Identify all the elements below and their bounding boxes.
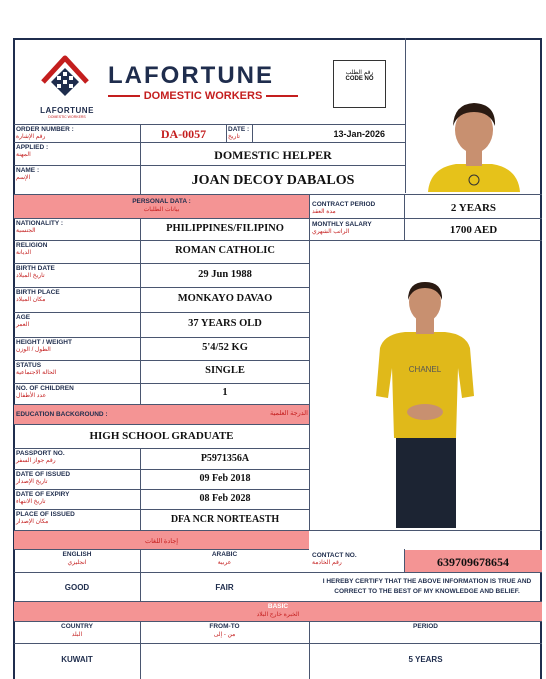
salary-label-en: MONTHLY SALARY bbox=[312, 221, 372, 228]
date-label-en: DATE : bbox=[228, 126, 250, 133]
order-number-value: DA-0057 bbox=[160, 127, 207, 141]
line-edu bbox=[14, 424, 309, 425]
label-divider-passport bbox=[140, 448, 141, 530]
fields-value-6: SINGLE bbox=[205, 365, 245, 377]
brand-title: LAFORTUNE bbox=[108, 62, 274, 89]
period-value: 5 YEARS bbox=[408, 655, 443, 664]
fields-label-ar-0: الجنسية bbox=[16, 227, 36, 234]
fromto-label-ar: من - إلى bbox=[213, 632, 236, 638]
passport-label-0 bbox=[16, 450, 65, 465]
fields-label-en-1: RELIGION bbox=[16, 242, 48, 249]
fields-label-en-6: STATUS bbox=[16, 362, 42, 369]
english-value: GOOD bbox=[64, 583, 90, 592]
education-label-ar: الدرجة العلمية bbox=[270, 410, 308, 417]
fromto-label bbox=[140, 623, 309, 639]
fields-label-ar-6: الحالة الاجتماعية bbox=[16, 369, 57, 376]
date-divider-left bbox=[226, 124, 227, 142]
order-number-label bbox=[16, 126, 74, 141]
logo-small-subtext: DOMESTIC WORKERS bbox=[48, 115, 86, 119]
contract-label bbox=[312, 201, 375, 216]
subtitle-line-right bbox=[266, 95, 298, 97]
date-value: 13-Jan-2026 bbox=[333, 129, 385, 139]
fields-label-3 bbox=[16, 289, 60, 304]
fields-label-ar-3: مكان الميلاد bbox=[16, 296, 46, 303]
name-label-ar: الإسم bbox=[16, 174, 31, 181]
english-label bbox=[14, 551, 140, 567]
fields-label-6 bbox=[16, 362, 56, 377]
passport-label-2 bbox=[16, 491, 69, 506]
house-logo-icon bbox=[37, 52, 93, 106]
fields-line-4 bbox=[14, 337, 309, 338]
code-no-box bbox=[333, 60, 386, 108]
contract-label-en: CONTRACT PERIOD bbox=[312, 201, 376, 208]
fields-label-en-5: HEIGHT / WEIGHT bbox=[16, 339, 72, 346]
passport-line-2 bbox=[14, 509, 309, 510]
fields-label-4 bbox=[16, 314, 30, 329]
line-5 bbox=[14, 218, 542, 219]
fields-value-5: 5'4/52 KG bbox=[202, 342, 248, 354]
fields-label-ar-2: تاريخ الميلاد bbox=[16, 272, 45, 279]
line-exp-1 bbox=[14, 621, 542, 622]
fields-label-5 bbox=[16, 339, 72, 354]
education-value: HIGH SCHOOL GRADUATE bbox=[89, 430, 234, 442]
fields-label-en-7: NO. OF CHILDREN bbox=[16, 385, 74, 392]
date-label bbox=[228, 126, 249, 141]
arabic-label bbox=[140, 551, 309, 567]
contact-label-ar: رقم الخادمة bbox=[312, 559, 342, 566]
fields-line-6 bbox=[14, 383, 309, 384]
applied-label-en: APPLIED : bbox=[16, 144, 49, 151]
line-exp-2 bbox=[14, 643, 542, 644]
code-no-label-ar: رقم الطلب bbox=[345, 70, 374, 76]
passport-line-0 bbox=[14, 469, 309, 470]
fields-label-2 bbox=[16, 265, 55, 280]
arabic-label-en: ARABIC bbox=[211, 551, 238, 558]
passport-label-ar-3: مكان الإصدار bbox=[16, 518, 49, 525]
line-lang-1 bbox=[14, 549, 309, 550]
experience-label: BASIC bbox=[267, 603, 289, 610]
applied-label bbox=[16, 144, 48, 159]
fields-label-en-0: NATIONALITY : bbox=[16, 220, 64, 227]
passport-label-en-0: PASSPORT NO. bbox=[16, 450, 65, 457]
salary-label-ar: الراتب الشهري bbox=[312, 228, 350, 235]
fields-value-2: 29 Jun 1988 bbox=[198, 268, 252, 280]
contract-value: 2 YEARS bbox=[450, 202, 497, 214]
fields-line-1 bbox=[14, 263, 309, 264]
passport-label-ar-2: تاريخ الانتهاء bbox=[16, 498, 46, 505]
line-contact bbox=[309, 572, 542, 573]
personal-data-heading bbox=[14, 198, 309, 214]
fields-label-ar-5: الطول / الوزن bbox=[16, 346, 51, 353]
certify-statement: I HEREBY CERTIFY THAT THE ABOVE INFORMATION IS TRUE AND CORRECT TO THE BEST OF MY KNOWLEDGE AND BELIEF. bbox=[322, 578, 532, 595]
fields-value-0: PHILIPPINES/FILIPINO bbox=[166, 222, 284, 234]
passport-value-3: DFA NCR NORTEASTH bbox=[170, 513, 280, 525]
contact-label-en: CONTACT NO. bbox=[312, 552, 357, 559]
name-label-en: NAME : bbox=[16, 167, 40, 174]
english-label-en: ENGLISH bbox=[62, 551, 92, 558]
passport-label-1 bbox=[16, 471, 70, 486]
fields-label-1 bbox=[16, 242, 47, 257]
personal-data-label: PERSONAL DATA : bbox=[132, 198, 191, 205]
fields-value-3: MONKAYO DAVAO bbox=[177, 293, 273, 305]
salary-value: 1700 AED bbox=[449, 224, 498, 236]
fields-value-7: 1 bbox=[222, 387, 228, 399]
subtitle-line-left bbox=[108, 95, 140, 97]
fields-line-5 bbox=[14, 360, 309, 361]
contact-label bbox=[312, 552, 357, 567]
arabic-value: FAIR bbox=[215, 583, 234, 592]
fields-line-3 bbox=[14, 312, 309, 313]
fields-label-en-3: BIRTH PLACE bbox=[16, 289, 60, 296]
applied-value: DOMESTIC HELPER bbox=[214, 148, 332, 162]
experience-label-ar: الخبرة خارج البلاد bbox=[256, 612, 300, 618]
line-lang-2 bbox=[14, 572, 309, 573]
fromto-label-en: FROM-TO bbox=[209, 623, 240, 630]
country-label bbox=[14, 623, 140, 639]
fields-label-en-4: AGE bbox=[16, 314, 31, 321]
education-label: EDUCATION BACKGROUND : bbox=[16, 411, 108, 418]
date-label-ar: تاريخ bbox=[228, 133, 240, 140]
language-heading-ar: إجادة اللغات bbox=[144, 538, 179, 545]
line-3 bbox=[14, 165, 405, 166]
country-value: KUWAIT bbox=[61, 655, 93, 664]
passport-line-1 bbox=[14, 489, 309, 490]
name-label bbox=[16, 167, 39, 182]
photo-divider bbox=[405, 38, 406, 193]
passport-value-2: 08 Feb 2028 bbox=[199, 493, 251, 504]
line-6 bbox=[309, 240, 542, 241]
code-no-label: CODE NO bbox=[345, 76, 374, 82]
passport-value-1: 09 Feb 2018 bbox=[199, 473, 251, 484]
contract-label-ar: مدة العقد bbox=[312, 208, 336, 215]
fields-label-ar-4: العمر bbox=[16, 321, 30, 328]
fields-value-4: 37 YEARS OLD bbox=[188, 318, 262, 330]
fields-label-0 bbox=[16, 220, 63, 235]
order-number-label-ar: رقم الإشارة bbox=[16, 133, 46, 140]
brand-subtitle: DOMESTIC WORKERS bbox=[143, 90, 263, 102]
country-label-ar: البلد bbox=[71, 632, 83, 638]
brand-subtitle-row bbox=[108, 90, 298, 102]
passport-label-ar-0: رقم جواز السفر bbox=[16, 457, 56, 464]
personal-data-label-ar: بيانات الطلبات bbox=[143, 207, 180, 213]
fields-label-en-2: BIRTH DATE bbox=[16, 265, 55, 272]
passport-label-en-1: DATE OF ISSUED bbox=[16, 471, 71, 478]
line-1 bbox=[14, 124, 405, 125]
salary-label bbox=[312, 221, 372, 236]
country-label-en: COUNTRY bbox=[61, 623, 93, 630]
shirt-print: CHANEL bbox=[408, 365, 442, 374]
passport-label-en-2: DATE OF EXPIRY bbox=[16, 491, 70, 498]
line-2 bbox=[14, 142, 405, 143]
right-column-divider bbox=[309, 194, 310, 530]
passport-label-3 bbox=[16, 511, 75, 526]
applied-label-ar: المهنة bbox=[16, 151, 31, 158]
fields-line-2 bbox=[14, 287, 309, 288]
fields-label-ar-1: الديانة bbox=[16, 249, 32, 256]
arabic-label-ar: عربية bbox=[217, 560, 232, 566]
label-divider-mid bbox=[140, 218, 141, 404]
period-label: PERIOD bbox=[413, 623, 438, 630]
full-body-photo bbox=[370, 278, 480, 530]
contact-value: 639709678654 bbox=[437, 555, 509, 569]
line-edu-2 bbox=[14, 448, 309, 449]
name-value: JOAN DECOY DABALOS bbox=[191, 173, 355, 188]
passport-value-0: P5971356A bbox=[200, 452, 250, 464]
experience-heading bbox=[14, 603, 542, 619]
english-label-ar: انجليزي bbox=[67, 560, 87, 566]
fields-label-7 bbox=[16, 385, 74, 400]
portrait-photo bbox=[420, 92, 528, 192]
fields-line-0 bbox=[14, 240, 309, 241]
fields-label-ar-7: عدد الأطفال bbox=[16, 392, 47, 399]
logo-small-text: LAFORTUNE bbox=[40, 106, 94, 115]
passport-label-ar-1: تاريخ الإصدار bbox=[16, 478, 48, 485]
order-number-label-en: ORDER NUMBER : bbox=[16, 126, 74, 133]
passport-label-en-3: PLACE OF ISSUED bbox=[16, 511, 75, 518]
fields-value-1: ROMAN CATHOLIC bbox=[175, 245, 275, 257]
